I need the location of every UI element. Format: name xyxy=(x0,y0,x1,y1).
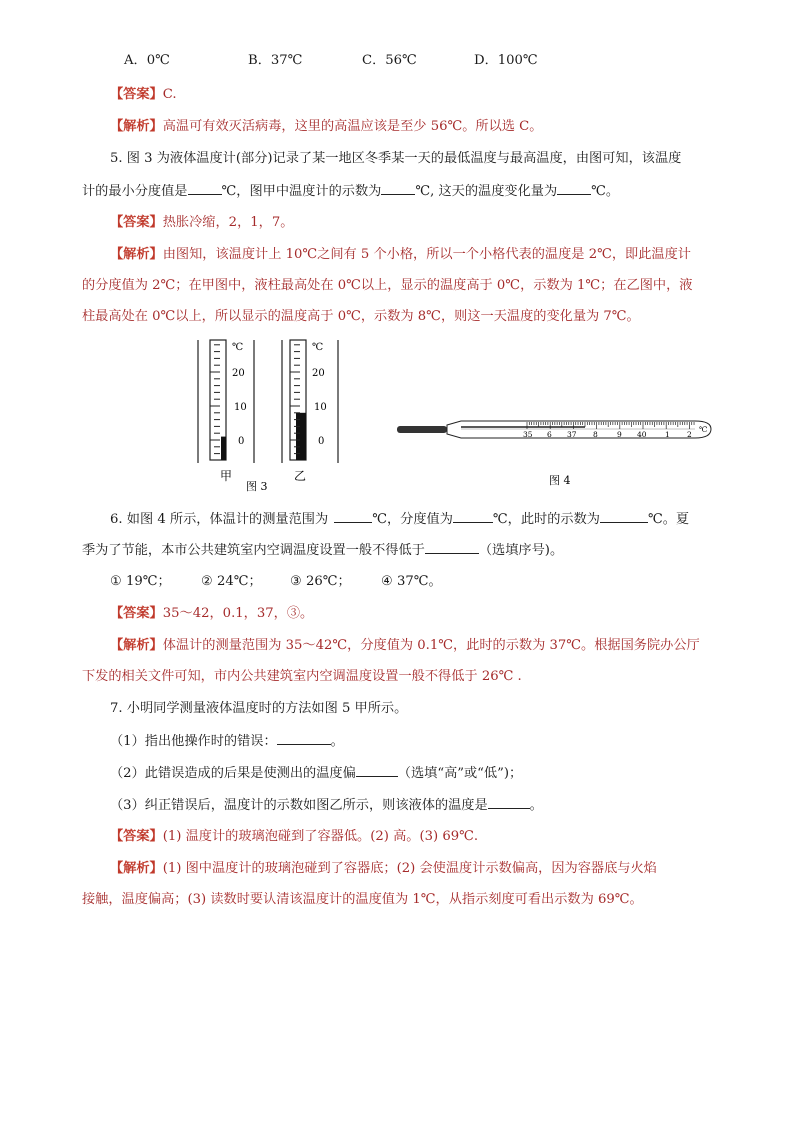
q7-p1-text: （1）指出他操作时的错误： xyxy=(110,734,277,749)
q5-analysis-line1 xyxy=(110,246,691,264)
q6-text-b: ℃，分度值为 xyxy=(372,512,453,527)
q4-analysis xyxy=(110,118,542,136)
q6-choice-1: ① 19℃； xyxy=(110,574,171,589)
unit-label: ℃ xyxy=(232,342,244,353)
q6-text-c: ℃，此时的示数为 xyxy=(492,512,600,527)
q7-analysis-line2: 接触，温度偏高；(3) 读数时要认清该温度计的温度值为 1℃，从指示刻度可看出示数为 69℃。 xyxy=(82,892,643,907)
option-c: C．56℃ xyxy=(362,53,417,68)
figure-4-caption: 图 4 xyxy=(549,474,571,487)
q5-text-b: ℃，图甲中温度计的示数为 xyxy=(221,184,382,199)
q5-analysis-line3: 柱最高处在 0℃以上，所以显示的温度高于 0℃，示数为 8℃，则这一天温度的变化量为 7℃。 xyxy=(82,309,640,324)
q6-choice-2: ② 24℃； xyxy=(201,574,262,589)
option-b: B．37℃ xyxy=(248,53,303,68)
q5-text-a: 计的最小分度值是 xyxy=(82,184,188,199)
label-jia: 甲 xyxy=(220,469,233,483)
q5-analysis-line2: 的分度值为 2℃；在甲图中，液柱最高处在 0℃以上，显示的温度高于 0℃，示数为 1℃；在乙图中，液 xyxy=(82,278,693,293)
analysis-text: 由图知，该温度计上 10℃之间有 5 个小格，所以一个小格代表的温度是 2℃，即此温度计 xyxy=(162,247,691,262)
answer-text: 35～42，0.1，37，③。 xyxy=(162,606,314,621)
analysis-tag: 【解析】 xyxy=(110,247,163,262)
q7-stem: 7. 小明同学测量液体温度时的方法如图 5 甲所示。 xyxy=(110,701,408,716)
scale-label-37: 37 xyxy=(567,430,577,439)
q6-text-f: （选填序号)。 xyxy=(478,543,564,558)
q7-p2-text: （2）此错误造成的后果是使测出的温度偏 xyxy=(110,766,356,781)
tick-label-0: 0 xyxy=(238,436,245,447)
scale-label-9: 9 xyxy=(617,430,622,439)
q6-text-a: 6. 如图 4 所示，体温计的测量范围为 xyxy=(110,512,329,527)
blank xyxy=(453,510,493,523)
answer-tag: 【答案】 xyxy=(110,606,163,621)
scale-label-1: 1 xyxy=(665,430,670,439)
q7-p3-text: （3）纠正错误后，温度计的示数如图乙所示，则该液体的温度是 xyxy=(110,798,488,813)
analysis-tag: 【解析】 xyxy=(110,119,163,134)
tick-label-10: 10 xyxy=(234,402,247,413)
unit-label: ℃ xyxy=(699,425,708,434)
clinical-thermometer xyxy=(397,421,711,439)
answer-tag: 【答案】 xyxy=(110,87,163,102)
analysis-tag: 【解析】 xyxy=(110,861,163,876)
analysis-text: (1) 图中温度计的玻璃泡碰到了容器底；(2) 会使温度计示数偏高，因为容器底与火焰 xyxy=(162,861,657,876)
q7-p2-end: （选填“高”或“低”)； xyxy=(397,766,523,781)
q5-text-c: ℃, 这天的温度变化量为 xyxy=(415,184,558,199)
blank xyxy=(557,182,591,195)
analysis-text: 高温可有效灭活病毒，这里的高温应该是至少 56℃。所以选 C。 xyxy=(162,119,543,134)
q5-stem-line1: 5. 图 3 为液体温度计(部分)记录了某一地区冬季某一天的最低温度与最高温度，由图可知，该温度 xyxy=(110,151,682,166)
blank xyxy=(188,182,222,195)
thermometer-bulb xyxy=(397,426,447,433)
q7-analysis-line1 xyxy=(110,860,657,878)
blank xyxy=(425,541,479,554)
scale-label-8: 8 xyxy=(593,430,598,439)
q6-choice-3: ③ 26℃； xyxy=(290,574,351,589)
q6-stem-line2 xyxy=(82,541,563,560)
tick-label-20: 20 xyxy=(232,368,245,379)
q4-answer xyxy=(110,86,177,104)
scale-label-6: 6 xyxy=(547,430,552,439)
q6-choice-4: ④ 37℃。 xyxy=(381,574,442,589)
answer-tag: 【答案】 xyxy=(110,829,163,844)
answer-text: 热胀冷缩，2，1，7。 xyxy=(162,215,294,230)
figure-4-clinical-thermometer xyxy=(395,412,725,492)
liquid-column-jia xyxy=(221,437,226,460)
analysis-text: 体温计的测量范围为 35～42℃，分度值为 0.1℃，此时的示数为 37℃。根据国务院办公厅 xyxy=(162,638,700,653)
blank xyxy=(334,510,372,523)
q5-answer xyxy=(110,214,293,232)
answer-text: C. xyxy=(162,87,177,102)
q6-text-e: 季为了节能，本市公共建筑室内空调温度设置一般不得低于 xyxy=(82,543,425,558)
q5-stem-line2 xyxy=(82,182,619,201)
q6-stem-line1 xyxy=(110,510,689,529)
scale-label-2: 2 xyxy=(687,430,692,439)
tick-label-0: 0 xyxy=(318,436,325,447)
scale-label-35: 35 xyxy=(523,430,533,439)
unit-label: ℃ xyxy=(312,342,324,353)
blank xyxy=(356,764,398,777)
q7-part-1 xyxy=(110,732,344,751)
figure-3-caption: 图 3 xyxy=(246,480,268,493)
answer-text: (1) 温度计的玻璃泡碰到了容器低。(2) 高。(3) 69℃. xyxy=(162,829,479,844)
q7-p1-end: 。 xyxy=(330,734,344,749)
figure-3-thermometers xyxy=(190,338,350,498)
q6-analysis-line2: 下发的相关文件可知，市内公共建筑室内空调温度设置一般不得低于 26℃ . xyxy=(82,669,522,684)
tick-label-20: 20 xyxy=(312,368,325,379)
q7-p3-end: 。 xyxy=(529,798,543,813)
analysis-tag: 【解析】 xyxy=(110,638,163,653)
label-yi: 乙 xyxy=(294,469,307,483)
blank xyxy=(277,732,331,745)
option-d: D．100℃ xyxy=(474,53,538,68)
thermometer-jia xyxy=(198,340,254,483)
thermometer-yi xyxy=(282,340,338,483)
q5-text-d: ℃。 xyxy=(591,184,620,199)
q6-answer xyxy=(110,605,313,623)
q7-answer xyxy=(110,828,478,846)
q7-part-2 xyxy=(110,764,522,783)
q6-text-d: ℃。夏 xyxy=(647,512,690,527)
q7-part-3 xyxy=(110,796,543,815)
option-a: A．0℃ xyxy=(124,53,170,68)
answer-tag: 【答案】 xyxy=(110,215,163,230)
blank xyxy=(600,510,648,523)
blank xyxy=(381,182,415,195)
scale-label-40: 40 xyxy=(637,430,647,439)
tick-label-10: 10 xyxy=(314,402,327,413)
blank xyxy=(488,796,530,809)
q6-analysis-line1 xyxy=(110,637,700,655)
